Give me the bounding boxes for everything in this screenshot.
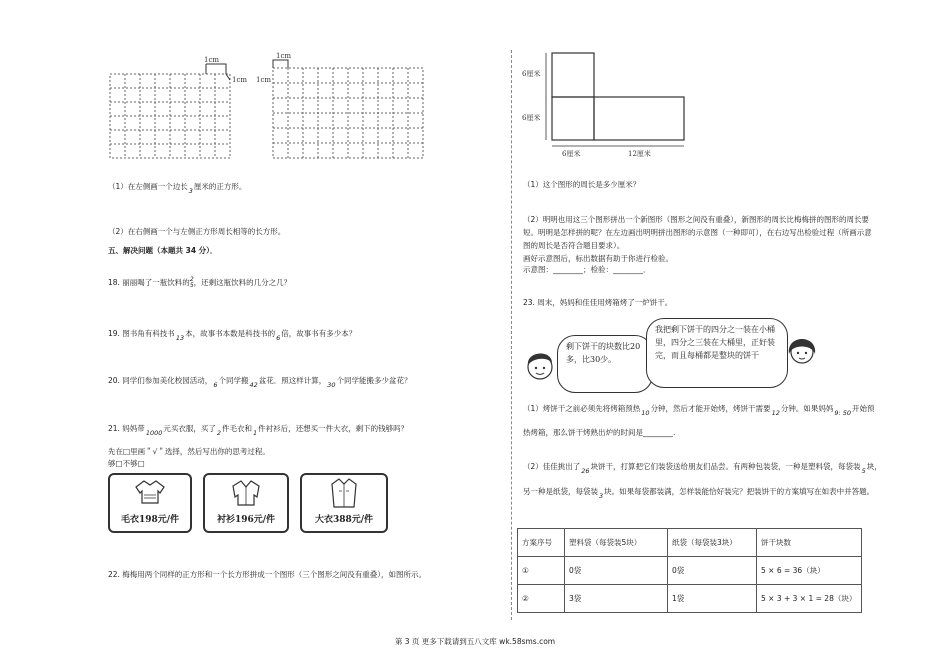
question-22-1: （1）这个图形的周长是多少厘米？ — [523, 180, 641, 189]
question-23-1-line2: 热烤箱，那么饼干烤熟出炉的时间是________. — [523, 428, 676, 437]
price-card-shirt — [203, 473, 289, 533]
table-header-cell: 纸袋（每袋装3块） — [668, 529, 757, 557]
table-cell: 3袋 — [565, 585, 668, 613]
dim-label-bottom-right: 12厘米 — [628, 150, 651, 158]
question-22-2-line2: 短。明明是怎样拼的呢？在左边画出明明拼出图形的示意图（一种即可），在右边写出检验过程（所画示意 — [523, 228, 872, 237]
table-header-cell: 饼干块数 — [757, 529, 862, 557]
question-21-choice: 够□不够□ — [108, 459, 145, 468]
table-cell: ② — [518, 585, 565, 613]
right-grid — [273, 60, 423, 158]
speech-bubble-left: 剩下饼干的块数比20多，比30少。 — [557, 335, 653, 393]
question-22-2-line5: 示意图：________；检验：________． — [523, 265, 651, 274]
mom-face-icon — [522, 345, 558, 385]
left-grid — [110, 64, 230, 158]
table-header-cell: 方案序号 — [518, 529, 565, 557]
section-title: 五、解决问题（本题共 34 分）． — [108, 246, 218, 255]
q-sub2: （2）在右侧画一个与左侧正方形周长相等的长方形。 — [108, 227, 286, 236]
composite-shape-figure — [520, 50, 695, 162]
q-sub1: （1）在左侧画一个边长3厘米的正方形。 — [108, 182, 247, 195]
column-divider — [511, 50, 512, 620]
table-cell: 5 × 6 = 36（块） — [757, 557, 862, 585]
question-23-1: （1）烤饼干之前必须先将烤箱预热10分钟，然后才能开始烤，烤饼干需要12分钟。如果妈妈9: 50开始预 — [523, 404, 875, 417]
coat-icon — [329, 477, 359, 509]
table-cell: 0袋 — [565, 557, 668, 585]
grid-label-right-top: 1cm — [276, 52, 292, 60]
price-label-sweater: 毛衣198元/件 — [120, 515, 180, 525]
question-21: 21. 妈妈带1000元买衣服，买了2件毛衣和1件衬衫后，还想买一件大衣，剩下的钱够吗？ — [108, 424, 409, 437]
price-label-coat: 大衣388元/件 — [314, 515, 374, 525]
table-cell: 1袋 — [668, 585, 757, 613]
fraction: 2 5 — [189, 276, 194, 289]
grid-label-right-side: 1cm — [256, 76, 272, 84]
question-23: 23. 周末，妈妈和佳佳用烤箱烤了一炉饼干。 — [523, 298, 673, 307]
table-cell: 0袋 — [668, 557, 757, 585]
question-23-2: （2）佳佳挑出了26块饼干，打算把它们装袋送给朋友们品尝。有两种包装袋，一种是塑料袋，每袋装5块， — [523, 462, 882, 475]
table-row — [518, 557, 862, 585]
question-18: 18. 丽丽喝了一瓶饮料的2 5，还剩这瓶饮料的几分之几？ — [108, 276, 292, 289]
dim-label-bottom-left: 6厘米 — [562, 150, 581, 158]
table-cell: 5 × 3 + 3 × 1 = 28（块） — [757, 585, 862, 613]
question-21-instruction: 先在□里画＂√＂选择，然后写出你的思考过程。 — [108, 447, 270, 456]
question-23-2-line2: 另一种是纸袋，每袋装3块。如果每袋都装满，怎样装能恰好装完？把装饼干的方案填写在如表中并答题。 — [523, 487, 875, 500]
price-label-shirt: 衬衫196元/件 — [216, 515, 276, 525]
dim-label-top: 6厘米 — [522, 70, 541, 78]
question-22-2-line3: 图的周长是否符合题目要求）。 — [523, 241, 625, 250]
sweater-icon — [134, 479, 166, 505]
price-card-sweater — [108, 473, 192, 533]
question-22: 22. 梅梅用两个同样的正方形和一个长方形拼成一个图形（三个图形之间没有重叠），如图所示。 — [108, 570, 427, 579]
dim-label-mid: 6厘米 — [522, 114, 541, 122]
table-header-cell: 塑料袋（每袋装5块） — [565, 529, 668, 557]
grid-label-left-top: 1cm — [204, 56, 220, 64]
shirt-icon — [230, 479, 262, 507]
question-22-2-line1: （2）明明也用这三个图形拼出一个新图形（图形之间没有重叠），新图形的周长比梅梅拼的图形的周长要 — [523, 215, 870, 224]
question-20: 20. 同学们参加美化校园活动，6个同学搬42盆花．照这样计算，30个同学能搬多少盆花？ — [108, 376, 412, 389]
speech-bubble-right: 我把剩下饼干的四分之一装在小桶里，四分之三装在大桶里，正好装完，而且每桶都是整块的饼干 — [646, 318, 788, 388]
page-footer: 第 3 页 更多下载请到五八文库 wk.58sms.com — [394, 637, 556, 646]
table-row — [518, 585, 862, 613]
girl-face-icon — [784, 330, 820, 370]
question-19: 19. 图书角有科技书13本，故事书本数是科技书的6倍，故事书有多少本？ — [108, 329, 357, 342]
table-cell: ① — [518, 557, 565, 585]
question-22-2-line4: 画好示意图后，标出数据有助于你进行检验。 — [523, 254, 673, 263]
grid-figure — [108, 50, 428, 162]
grid-label-left-side: 1cm — [232, 76, 248, 84]
price-card-coat — [300, 473, 388, 533]
table-header-row — [518, 529, 862, 557]
plan-table — [517, 528, 862, 613]
